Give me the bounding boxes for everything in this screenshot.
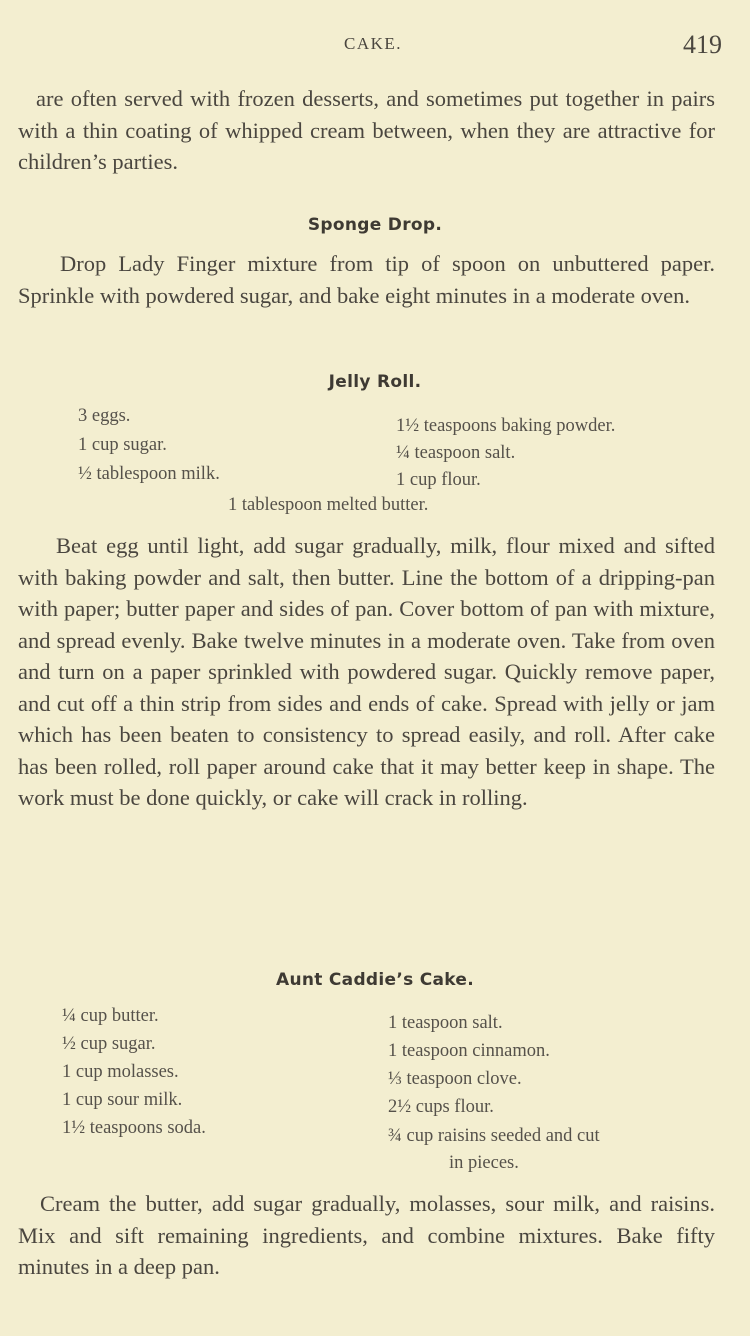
ingredient-item: ¼ cup butter. (62, 1006, 159, 1026)
ingredient-item: 1½ teaspoons baking powder. (396, 416, 616, 436)
intro-paragraph: are often served with frozen desserts, and sometimes put together in pairs with a thin coating of whipped cream between, when they are attractive for children’s parties. (18, 86, 715, 174)
recipe-title-aunt-caddies-cake: Aunt Caddie’s Cake. (275, 970, 475, 990)
ingredient-item: in pieces. (449, 1153, 519, 1173)
ingredient-item: 1 cup molasses. (62, 1062, 179, 1082)
ingredient-item: 1 teaspoon cinnamon. (388, 1041, 550, 1061)
recipe-title-jelly-roll: Jelly Roll. (328, 372, 422, 392)
sponge-drop-method: Drop Lady Finger mixture from tip of spoon on unbuttered paper. Sprinkle with powdered sugar, and bake eight minutes in a moderate oven. (18, 251, 715, 308)
ingredient-item: 1½ teaspoons soda. (62, 1118, 206, 1138)
ingredient-item: 3 eggs. (78, 406, 131, 426)
ingredient-item: 1 cup flour. (396, 470, 481, 490)
ingredient-item: 1 tablespoon melted butter. (228, 495, 429, 515)
ingredient-item: 2½ cups flour. (388, 1097, 494, 1117)
aunt-caddies-cake-method: Cream the butter, add sugar gradually, molasses, sour milk, and raisins. Mix and sift remaining ingredients, and combine mixtures. Bake fifty minutes in a deep pan. (18, 1191, 715, 1279)
ingredient-item: ½ tablespoon milk. (78, 464, 220, 484)
page-number: 419 (683, 30, 722, 59)
page-header (0, 30, 750, 60)
ingredient-item: ¾ cup raisins seeded and cut (388, 1126, 600, 1146)
ingredient-item: 1 cup sugar. (78, 435, 167, 455)
ingredient-item: 1 teaspoon salt. (388, 1013, 503, 1033)
ingredient-item: 1 cup sour milk. (62, 1090, 183, 1110)
running-title: CAKE. (344, 34, 403, 53)
ingredient-item: ¼ teaspoon salt. (396, 443, 516, 463)
ingredient-item: ⅓ teaspoon clove. (388, 1069, 522, 1089)
ingredient-item: ½ cup sugar. (62, 1034, 156, 1054)
jelly-roll-method: Beat egg until light, add sugar gradually, milk, flour mixed and sifted with baking powder and salt, then butter. Line the bottom of a dripping-pan with paper; butter paper and sides of pan. Cover bottom of pan with mixture, and spread evenly. Bake twelve minutes in a moderate oven. Take from oven and turn on a paper sprinkled with powdered sugar. Quickly remove paper, and cut off a thin strip from sides and ends of cake. Spread with jelly or jam which has been beaten to consistency to spread easily, and roll. After cake has been rolled, roll paper around cake that it may better keep in shape. The work must be done quickly, or cake will crack in rolling. (18, 533, 715, 810)
recipe-title-sponge-drop: Sponge Drop. (307, 215, 443, 235)
